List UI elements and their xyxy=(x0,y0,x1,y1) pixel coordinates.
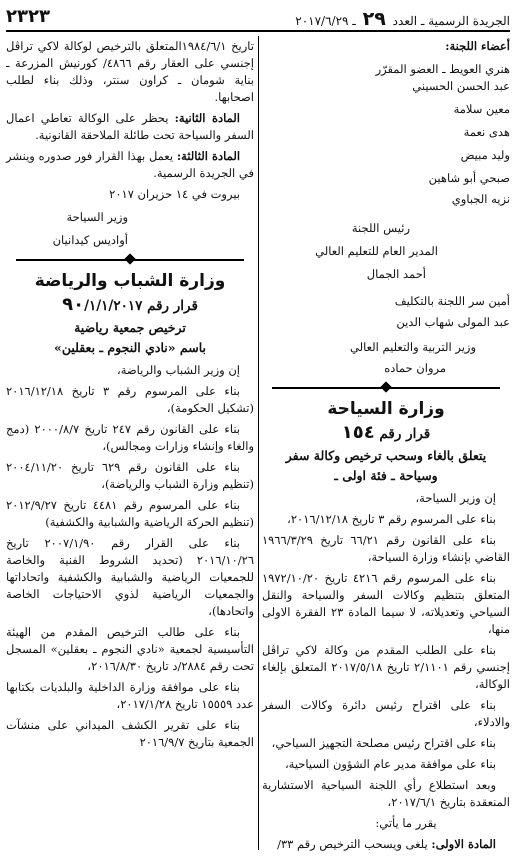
chair-role: المدير العام للتعليم العالي xyxy=(315,244,438,258)
ministry-title: وزارة السياحة xyxy=(327,399,445,419)
tourism-minister-title: وزير السياحة xyxy=(66,210,128,224)
header-rule xyxy=(6,30,510,32)
preamble: إن وزير الشباب والرياضة، xyxy=(117,363,240,377)
place-date: بيروت في ١٤ حزيران ٢٠١٧ xyxy=(109,187,240,201)
article-text: يعمل بهذا القرار فور صدوره وينشر في الجريدة الرسمية. xyxy=(6,149,254,180)
education-minister-title: وزير التربية والتعليم العالي xyxy=(349,340,476,354)
left-column xyxy=(6,38,254,850)
continuation-paragraph: تاريخ ١٩٨٤/٦/١المتعلق بالترخيص لوكالة لاكي تراڤل إجنسي على العقار رقم ٤٨٦٦/ كورنيش المزرعة ـ بناية شومان ـ كراون سنتر، وذلك بناء لطلب اصحابها. xyxy=(6,39,254,104)
chair-name: أحمد الجمال xyxy=(366,267,426,281)
tourism-minister-name: أواديس كيدانيان xyxy=(52,233,128,247)
recital-paragraph: بناء على القرار رقم ٢٠٠٧/١/٩٠ تاريخ ٢٠١٦/١٠/٢٦ (تحديد الشروط الفنية والخاصة للجمعيات الرياضية والشبابية والكشفية واتحاداتها والجمعيات الرياضية لذوي الاحتياجات الخاصة واتحادها)، xyxy=(6,536,254,618)
recital-paragraph: بناء على القانون رقم ٢٤٧ تاريخ ٢٠٠٠/٨/٧ (دمج والغاء وإنشاء وزارات ومجالس)، xyxy=(6,422,254,453)
preamble: إن وزير السياحة، xyxy=(415,491,496,505)
recital-paragraph: بناء على القانون رقم ٦٢٩ تاريخ ٢٠٠٤/١١/٢٠ (تنظيم وزارة الشباب والرياضة)، xyxy=(6,460,254,491)
recital-paragraph: بناء على طالب الترخيص المقدم من الهيئة التأسيسية لجمعية «نادي النجوم ـ بعقلين» المسجل تحت رقم ٢٨٨٤/د تاريخ ٢٠١٦/٨/٣٠، xyxy=(6,625,254,673)
committee-member: نزيه الجباوي xyxy=(451,192,510,206)
article-paragraph xyxy=(6,148,254,182)
recital-paragraph: بناء على المرسوم رقم ٣ تاريخ ٢٠١٦/١٢/١٨ (تشكيل الحكومة)، xyxy=(6,384,254,415)
recital-paragraph: بناء على اقتراح رئيس دائرة وكالات السفر والادلاء، xyxy=(262,698,510,729)
recital-paragraph: بناء على الطلب المقدم من وكالة لاكي تراڤل إجنسي رقم ٢/١١٠١ تاريخ ٢٠١٧/٥/١٨ المتعلق بإلغاء الوكالة، xyxy=(262,643,510,691)
decision-subject: باسم «نادي النجوم ـ بعقلين» xyxy=(54,340,206,355)
recital-paragraph: بناء على المرسوم رقم ٤٤٨١ تاريخ ٢٠١٢/٩/٢٧ (تنظيم الحركة الرياضية والشبابية والكشفية) xyxy=(6,498,254,529)
committee-member: هنري العويط ـ العضو المقرّر xyxy=(375,62,510,76)
article-text: يحظر على الوكالة تعاطي اعمال السفر والسياحة تحت طائلة الملاحقة القانونية. xyxy=(6,111,254,142)
education-minister-name: مروان حماده xyxy=(384,361,446,375)
column-separator xyxy=(258,36,259,850)
recital-paragraph: بناء على اقتراح رئيس مصلحة التجهيز السياحي، xyxy=(271,736,496,750)
recital-paragraph: بناء على المرسوم رقم ٤٢١٦ تاريخ ١٩٧٢/١٠/٢٠ المتعلق بتنظيم وكالات السفر والسياحة والنقل السياحي وتعديلاته، لا سيما المادة ٢٣ الفقرة الاولى منها، xyxy=(262,571,510,636)
page-header xyxy=(6,6,510,28)
recital-paragraph: بناء على موافقة مدير عام الشؤون السياحية، xyxy=(284,757,496,771)
secretary-title: أمين سر اللجنة بالتكليف xyxy=(394,294,510,308)
recital-paragraph: وبعد استطلاع رأي اللجنة السياحية الاستشارية المنعقدة بتاريخ ٢٠١٧/٦/١، xyxy=(262,778,510,809)
recital-paragraph: بناء على المرسوم رقم ٣ تاريخ ٢٠١٦/١٢/١٨، xyxy=(287,512,496,526)
issue-date: ـ ٢٠١٧/٦/٢٩ xyxy=(295,14,356,28)
decides-line: يقرر ما يأتي: xyxy=(375,816,437,830)
recital-paragraph: بناء على تقرير الكشف الميداني على منشآت الجمعية بتاريخ ٢٠١٦/٩/٧ xyxy=(6,718,254,749)
committee-member: هدى نعمة xyxy=(463,125,510,139)
decision-label: قرار رقم xyxy=(147,298,198,314)
article-label: المادة الثالثة: xyxy=(176,149,241,163)
ministry-title: وزارة الشباب والرياضة xyxy=(34,271,226,291)
committee-member: وليد مبيض xyxy=(460,148,510,162)
article-paragraph xyxy=(6,110,254,144)
gazette-issue-line xyxy=(295,8,510,30)
issue-number: ٢٩ xyxy=(362,8,386,30)
recital-paragraph: بناء على القانون رقم ٦٦/٢١ تاريخ ١٩٦٦/٣/٢٩ القاضي بإنشاء وزارة السياحة، xyxy=(262,533,510,564)
gazette-name: الجريدة الرسمية ـ العدد xyxy=(392,14,510,28)
decision-subject: وسياحة ـ فئة اولى ـ xyxy=(334,468,438,483)
secretary-name: عبد المولى شهاب الدين xyxy=(396,315,510,329)
right-column xyxy=(262,38,510,850)
decision-number: ١٥٤ xyxy=(341,422,375,443)
article-paragraph xyxy=(262,836,510,853)
decision-date: /١/١/٢٠١٧ xyxy=(84,298,143,314)
article-label: المادة الثانية: xyxy=(174,111,241,125)
committee-member: معين سلامة xyxy=(453,102,510,116)
chair-title: رئيس اللجنة xyxy=(351,221,410,235)
section-divider xyxy=(6,255,254,265)
decision-label: قرار رقم xyxy=(379,426,431,442)
decision-number-line xyxy=(6,296,254,315)
decision-number: ٩٠ xyxy=(62,294,85,315)
page-number: ٢٣٢٣ xyxy=(6,6,50,27)
decision-subject: ترخيص جمعية رياضية xyxy=(74,320,186,335)
committee-member: عبد الحسن الحسيني xyxy=(412,79,510,93)
committee-member: صبحي أبو شاهين xyxy=(428,171,510,185)
section-divider xyxy=(262,383,510,393)
committee-heading: أعضاء اللجنة: xyxy=(445,39,510,53)
recital-paragraph: بناء على موافقة وزارة الداخلية والبلديات بكتابها عدد ١٥٥٥٩ تاريخ ٢٠١٧/١/٢٨، xyxy=(6,680,254,711)
decision-number-line xyxy=(262,424,510,443)
article-text: يلغى ويسحب الترخيص رقم ٣٣/ xyxy=(277,837,428,851)
article-label: المادة الاولى: xyxy=(431,837,496,851)
decision-subject: يتعلق بالغاء وسحب ترخيص وكالة سفر xyxy=(285,448,487,463)
